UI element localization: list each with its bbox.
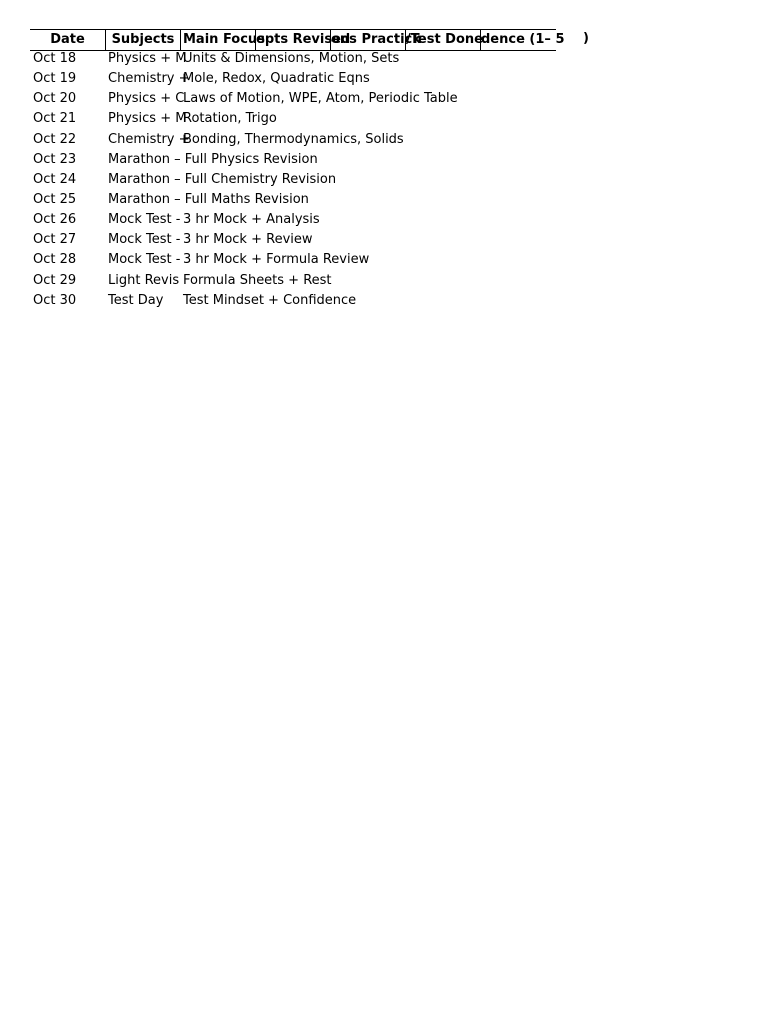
cell-subjects[interactable]: Mock Test - <box>108 212 181 228</box>
cell-subjects[interactable]: Marathon – Full Physics Revision <box>108 151 318 167</box>
table-row[interactable] <box>0 49 768 69</box>
cell-date[interactable]: Oct 19 <box>33 71 77 87</box>
table-row[interactable] <box>0 170 768 190</box>
cell-subjects[interactable]: Marathon – Full Chemistry Revision <box>108 171 337 187</box>
header-row <box>30 29 565 51</box>
table-row[interactable] <box>0 89 768 109</box>
table-row[interactable] <box>0 150 768 170</box>
cell-main-focus[interactable]: Mole, Redox, Quadratic Eqns <box>183 71 370 87</box>
cell-main-focus[interactable]: Bonding, Thermodynamics, Solids <box>183 131 404 147</box>
cell-main-focus[interactable]: Laws of Motion, WPE, Atom, Periodic Table <box>183 91 458 107</box>
cell-date[interactable]: Oct 23 <box>33 151 77 167</box>
cell-date[interactable]: Oct 29 <box>33 272 77 288</box>
header-concepts-revised[interactable]: epts Revised <box>255 30 330 50</box>
cell-subjects[interactable]: Chemistry + <box>108 131 190 147</box>
cell-subjects[interactable]: Mock Test - <box>108 232 181 248</box>
cell-subjects[interactable]: Physics + M <box>108 111 187 127</box>
cell-subjects[interactable]: Physics + C <box>108 91 185 107</box>
header-confidence-close-paren: ) <box>583 31 589 46</box>
cell-subjects[interactable]: Physics + M <box>108 51 187 66</box>
cell-date[interactable]: Oct 24 <box>33 171 77 187</box>
table-row[interactable] <box>0 210 768 230</box>
cell-date[interactable]: Oct 20 <box>33 91 77 107</box>
cell-subjects[interactable]: Marathon – Full Maths Revision <box>108 191 309 207</box>
cell-subjects[interactable]: Chemistry + <box>108 71 190 87</box>
table-row[interactable] <box>0 190 768 210</box>
header-confidence[interactable]: dence (1– 5 <box>480 30 590 50</box>
table-row[interactable] <box>0 130 768 150</box>
cell-main-focus[interactable]: 3 hr Mock + Review <box>183 232 313 248</box>
table-row[interactable] <box>0 291 768 311</box>
cell-date[interactable]: Oct 27 <box>33 232 77 248</box>
table-body <box>0 49 768 311</box>
cell-date[interactable]: Oct 22 <box>33 131 77 147</box>
cell-date[interactable]: Oct 28 <box>33 252 77 268</box>
table-row[interactable] <box>0 109 768 129</box>
cell-date[interactable]: Oct 18 <box>33 51 77 66</box>
cell-subjects[interactable]: Light Revis <box>108 272 180 288</box>
table-row[interactable] <box>0 230 768 250</box>
cell-main-focus[interactable]: Rotation, Trigo <box>183 111 277 127</box>
table-row[interactable] <box>0 69 768 89</box>
cell-date[interactable]: Oct 26 <box>33 212 77 228</box>
table-row[interactable] <box>0 271 768 291</box>
header-subjects[interactable]: Subjects <box>105 30 180 50</box>
cell-subjects[interactable]: Mock Test - <box>108 252 181 268</box>
cell-main-focus[interactable]: Test Mindset + Confidence <box>183 292 357 308</box>
cell-date[interactable]: Oct 25 <box>33 191 77 207</box>
header-questions-practiced[interactable]: ons Practick <box>330 30 405 50</box>
header-test-done[interactable]: /Test Done <box>405 30 480 50</box>
cell-main-focus[interactable]: 3 hr Mock + Analysis <box>183 212 320 228</box>
header-main-focus[interactable]: Main Focus <box>180 30 255 50</box>
header-date[interactable]: Date <box>50 32 85 47</box>
cell-main-focus[interactable]: 3 hr Mock + Formula Review <box>183 252 370 268</box>
cell-main-focus[interactable]: Formula Sheets + Rest <box>183 272 332 288</box>
cell-main-focus[interactable]: Units & Dimensions, Motion, Sets <box>183 51 400 66</box>
cell-subjects[interactable]: Test Day <box>108 292 164 308</box>
cell-date[interactable]: Oct 21 <box>33 111 77 127</box>
table-row[interactable] <box>0 250 768 270</box>
cell-date[interactable]: Oct 30 <box>33 292 77 308</box>
